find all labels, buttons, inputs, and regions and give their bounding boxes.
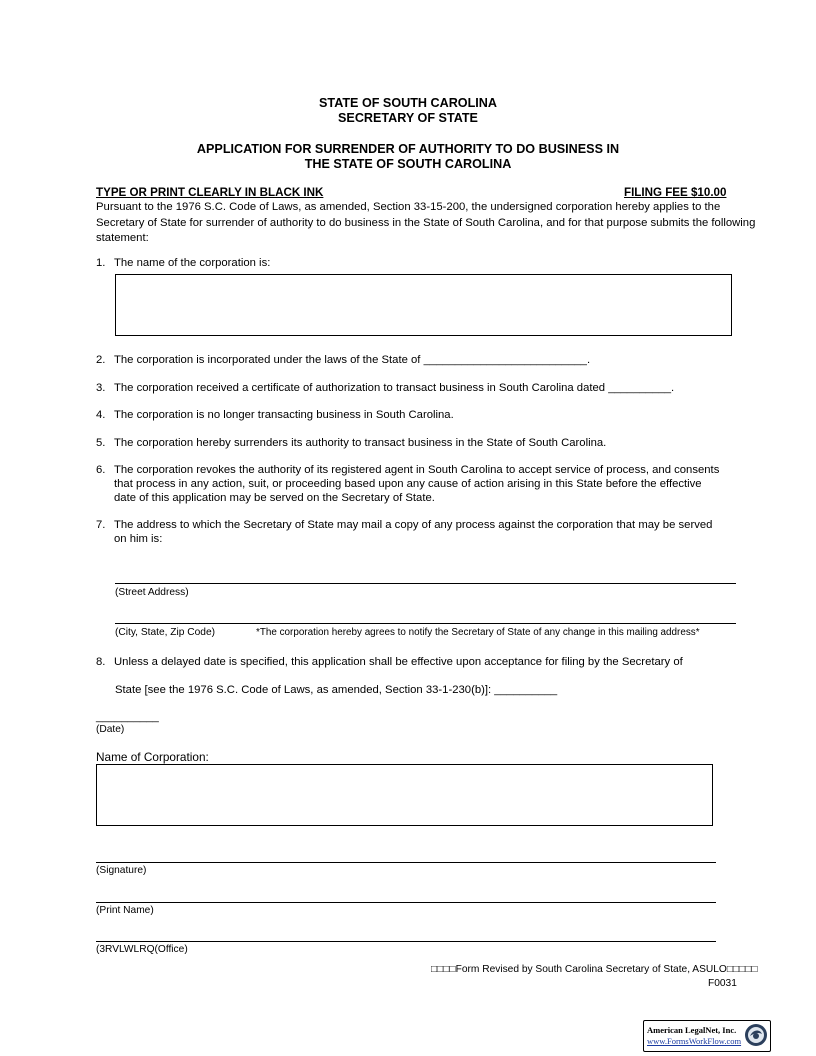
item-text: The address to which the Secretary of State may mail a copy of any process against the corporation that may be served on him is:: [114, 519, 713, 545]
office-heading: SECRETARY OF STATE: [338, 111, 478, 125]
item-number: 2.: [96, 354, 106, 366]
office-line[interactable]: [96, 941, 716, 942]
signature-label: (Signature): [96, 865, 147, 876]
filing-fee: FILING FEE $10.00: [624, 186, 727, 199]
form-revised-note: □□□□Form Revised by South Carolina Secretary of State, ASULO□□□□□: [431, 964, 758, 975]
item-text: The name of the corporation is:: [114, 257, 271, 269]
intro-paragraph: Pursuant to the 1976 S.C. Code of Laws, as amended, Section 33-15-200, the undersigned corporation hereby applies to the Secretary of State for surrender of authority to do business in the State of South Carolina, and for that purpose submits the following statement:: [96, 201, 756, 244]
item-text: Unless a delayed date is specified, this application shall be effective upon acceptance for filing by the Secretary of: [114, 656, 683, 668]
form-number: F0031: [708, 978, 737, 989]
date-blank[interactable]: __________: [96, 711, 159, 723]
item-number: 4.: [96, 409, 106, 421]
item-number: 6.: [96, 464, 106, 476]
item-text: The corporation is incorporated under the laws of the State of __________________________.: [114, 354, 591, 366]
city-state-zip-line[interactable]: [115, 623, 736, 624]
notify-notice: *The corporation hereby agrees to notify the Secretary of State of any change in this mailing address*: [256, 627, 700, 638]
item-number: 8.: [96, 656, 106, 668]
office-label: (3RVLWLRQ(Office): [96, 944, 188, 955]
form-title-line2: THE STATE OF SOUTH CAROLINA: [304, 157, 512, 171]
item-text: The corporation hereby surrenders its authority to transact business in the State of South Carolina.: [114, 437, 607, 449]
print-name-line[interactable]: [96, 902, 716, 903]
globe-icon: [744, 1023, 768, 1047]
item-number: 3.: [96, 382, 106, 394]
item-text: The corporation revokes the authority of its registered agent in South Carolina to accept service of process, and consents that process in any action, suit, or proceeding based upon any cause of action arising in this State before the effective date of this application may be served on the Secretary of State.: [114, 464, 720, 504]
logo-company-name: American LegalNet, Inc.: [647, 1025, 737, 1035]
item-8-continuation: State [see the 1976 S.C. Code of Laws, as amended, Section 33-1-230(b)]: __________: [115, 684, 558, 696]
instructions: TYPE OR PRINT CLEARLY IN BLACK INK: [96, 186, 324, 199]
item-text: The corporation is no longer transacting business in South Carolina.: [114, 409, 454, 421]
name-of-corporation-field[interactable]: [96, 764, 713, 826]
item-number: 1.: [96, 257, 106, 269]
american-legalnet-logo[interactable]: [643, 1020, 771, 1052]
item-number: 7.: [96, 519, 106, 531]
name-of-corporation-label: Name of Corporation:: [96, 750, 209, 764]
street-address-label: (Street Address): [115, 587, 189, 598]
logo-url[interactable]: www.FormsWorkFlow.com: [647, 1036, 742, 1046]
form-title-line1: APPLICATION FOR SURRENDER OF AUTHORITY TO DO BUSINESS IN: [196, 142, 620, 156]
signature-line[interactable]: [96, 862, 716, 863]
corporation-name-field[interactable]: [115, 274, 732, 336]
print-name-label: (Print Name): [96, 905, 154, 916]
item-number: 5.: [96, 437, 106, 449]
state-heading: STATE OF SOUTH CAROLINA: [319, 96, 497, 110]
date-label: (Date): [96, 724, 125, 735]
item-text: The corporation received a certificate of authorization to transact business in South Carolina dated __________.: [114, 382, 675, 394]
street-address-line[interactable]: [115, 583, 736, 584]
city-state-zip-label: (City, State, Zip Code): [115, 627, 216, 638]
